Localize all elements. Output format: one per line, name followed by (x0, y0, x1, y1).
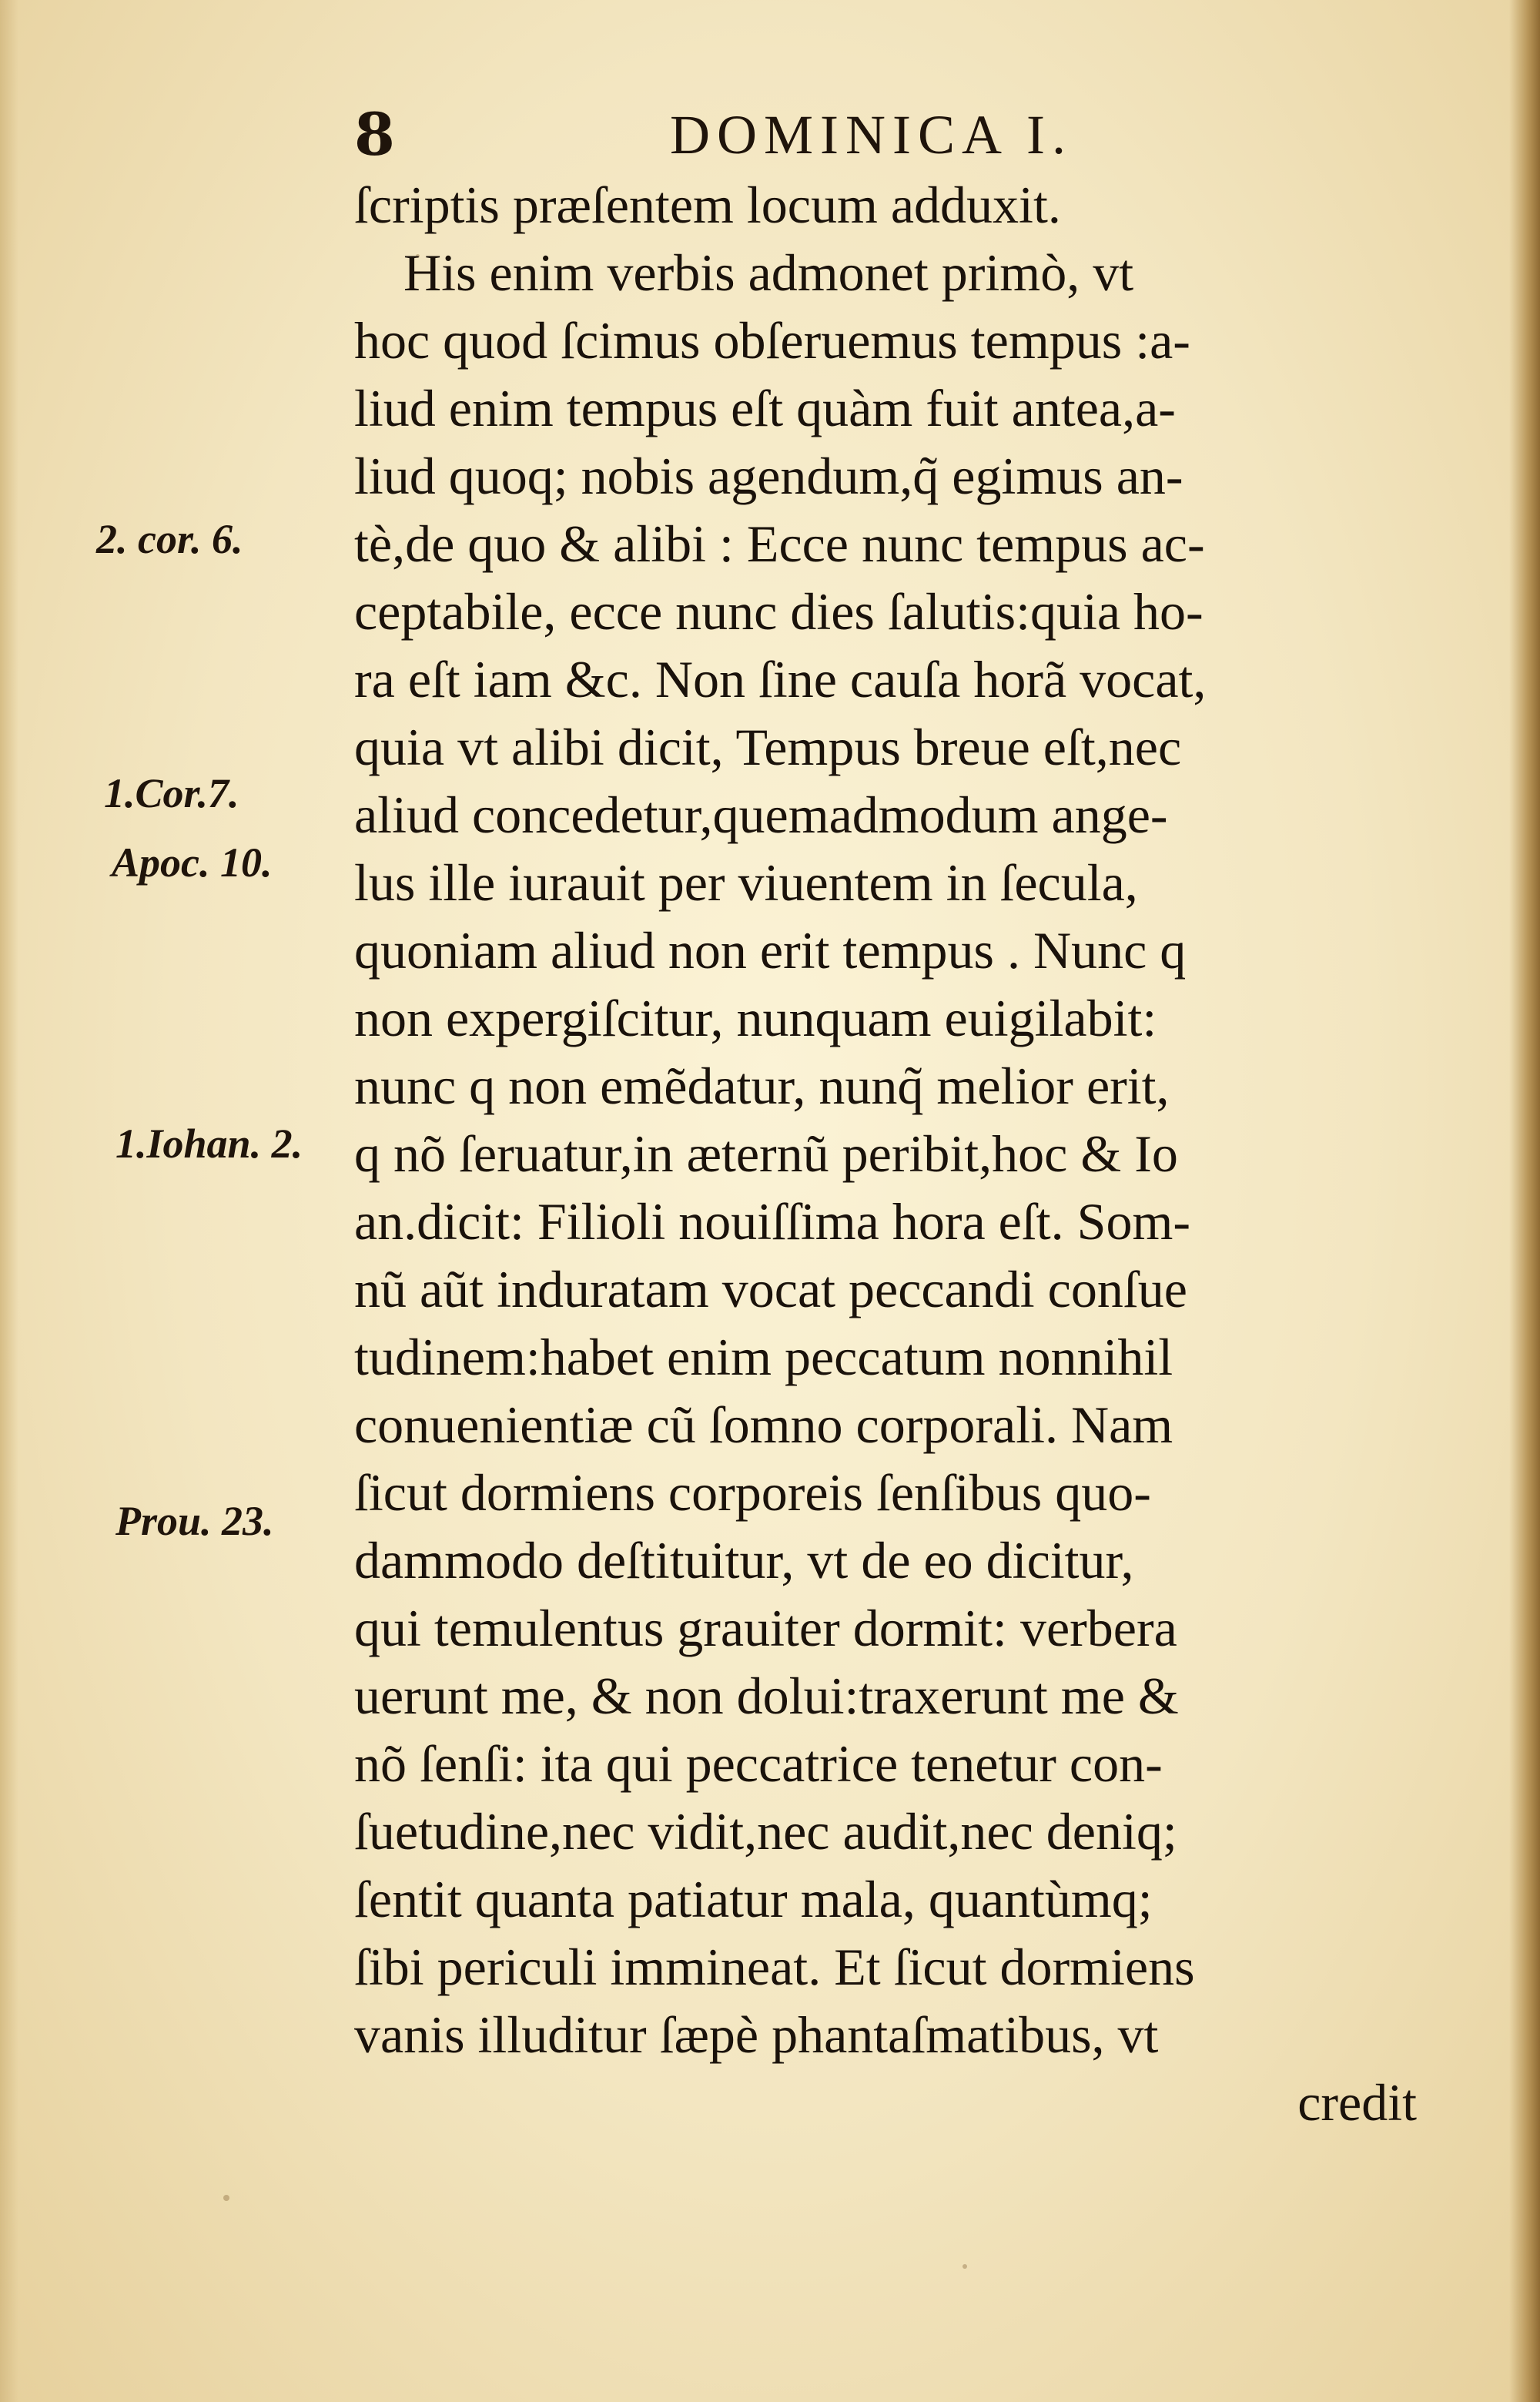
paper-fleck (223, 2195, 229, 2201)
text-line: conuenientiæ cũ ſomno corporali. Nam (354, 1395, 1173, 1454)
text-line: q nõ ſeruatur,in æternũ peribit,hoc & Io (354, 1124, 1178, 1183)
page-edge-shadow (1509, 0, 1540, 2402)
text-line: ſibi periculi immineat. Et ſicut dormiens (354, 1938, 1195, 1996)
text-line: ſuetudine,nec vidit,nec audit,nec deniq; (354, 1802, 1177, 1861)
text-line: liud enim tempus eſt quàm fuit antea,a- (354, 379, 1176, 437)
marginal-note: 1.Cor.7. (104, 770, 239, 816)
text-line: an.dicit: Filioli nouiſſima hora eſt. Som- (354, 1192, 1191, 1251)
text-line: uerunt me, & non dolui:traxerunt me & (354, 1667, 1179, 1725)
text-line: ſcriptis præſentem locum adduxit. (354, 176, 1061, 234)
page-gutter-shadow (0, 0, 18, 2402)
marginal-note: 2. cor. 6. (96, 516, 243, 562)
text-line: liud quoq; nobis agendum,q̃ egimus an- (354, 447, 1183, 505)
text-line: ſentit quanta patiatur mala, quantùmq; (354, 1870, 1153, 1928)
text-line: quia vt alibi dicit, Tempus breue eſt,nec (354, 718, 1182, 776)
text-line: aliud concedetur,quemadmodum ange- (354, 786, 1168, 844)
text-line: dammodo deſtituitur, vt de eo dicitur, (354, 1531, 1134, 1590)
text-line: ceptabile, ecce nunc dies ſalutis:quia ho- (354, 582, 1204, 641)
text-line: vanis illuditur ſæpè phantaſmatibus, vt (354, 2005, 1159, 2064)
page-header (339, 92, 1417, 177)
page-number: 8 (354, 100, 395, 169)
text-line: hoc quod ſcimus obſeruemus tempus :a- (354, 311, 1190, 370)
text-line: quoniam aliud non erit tempus . Nunc q (354, 921, 1187, 980)
marginal-note: 1.Iohan. 2. (116, 1121, 303, 1167)
text-line: nũ aũt induratam vocat peccandi conſue (354, 1260, 1187, 1318)
text-line: ſicut dormiens corporeis ſenſibus quo- (354, 1463, 1151, 1522)
text-line: ra eſt iam &c. Non ſine cauſa horã vocat, (354, 650, 1207, 709)
text-line: qui temulentus grauiter dormit: verbera (354, 1599, 1177, 1657)
text-line: tudinem:habet enim peccatum nonnihil (354, 1328, 1173, 1386)
text-line: tè,de quo & alibi : Ecce nunc tempus ac- (354, 514, 1205, 573)
text-line: lus ille iurauit per viuentem in ſecula, (354, 853, 1138, 912)
text-line: nõ ſenſi: ita qui peccatrice tenetur con- (354, 1734, 1163, 1793)
paper-fleck (962, 2264, 967, 2269)
text-line: His enim verbis admonet primò, vt (403, 243, 1134, 302)
running-title: DOMINICA I. (670, 104, 1073, 166)
text-line: nunc q non emẽdatur, nunq̃ melior erit, (354, 1057, 1170, 1115)
body-text (354, 171, 1417, 2136)
marginal-note: Prou. 23. (116, 1498, 274, 1544)
catchword: credit (1297, 2073, 1417, 2132)
marginal-note: Apoc. 10. (112, 839, 273, 886)
text-line: non expergiſcitur, nunquam euigilabit: (354, 989, 1157, 1047)
